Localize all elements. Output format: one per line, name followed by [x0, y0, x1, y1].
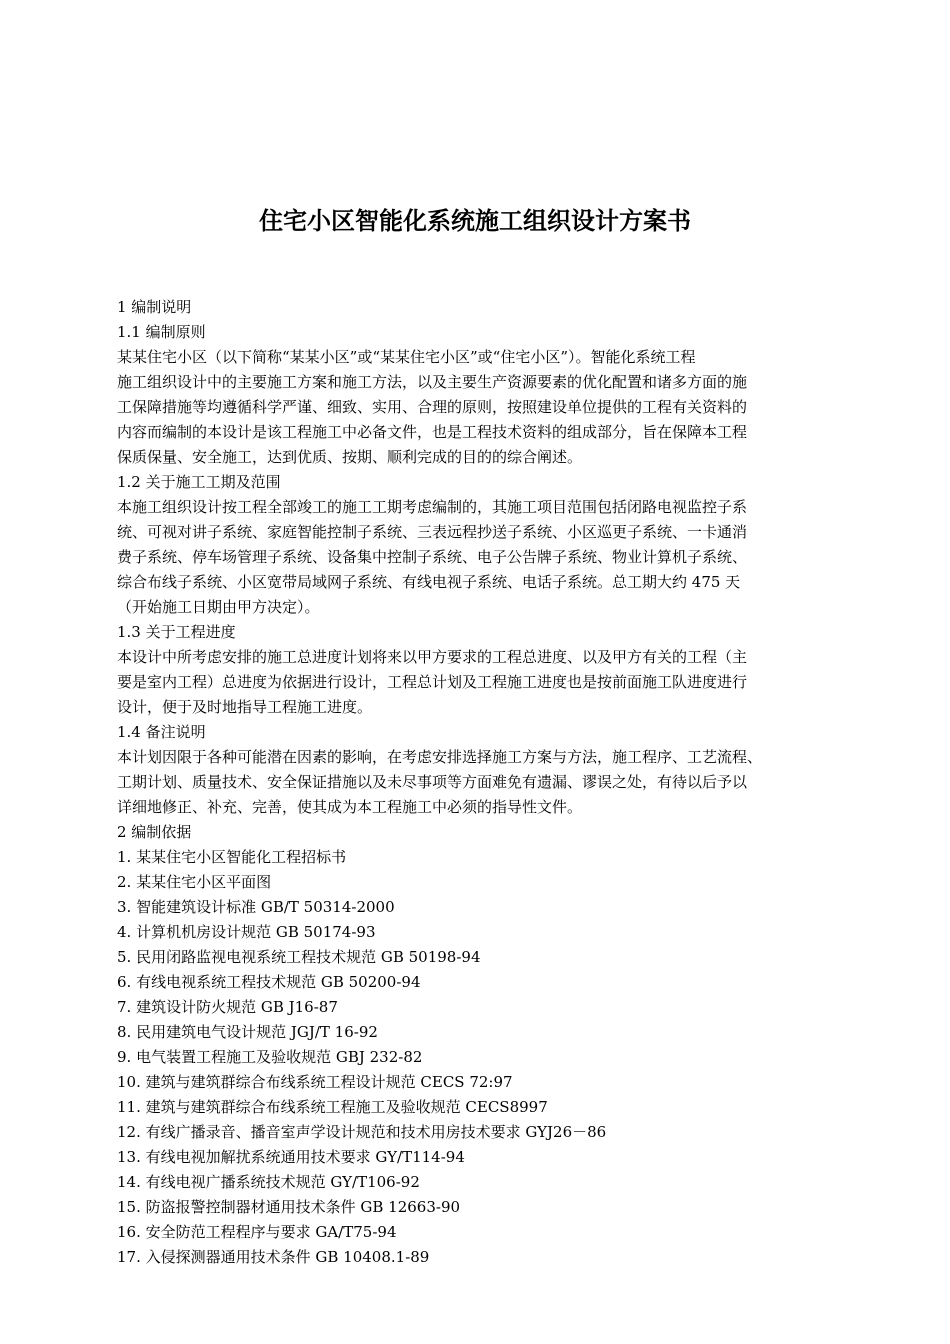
- document-line: 1.3 关于工程进度: [117, 623, 236, 641]
- document-title: 住宅小区智能化系统施工组织设计方案书: [259, 207, 691, 235]
- document-line: 7. 建筑设计防火规范 GB J16-87: [117, 998, 338, 1016]
- document-line: 1.4 备注说明: [117, 723, 206, 741]
- document-line: 15. 防盗报警控制器材通用技术条件 GB 12663-90: [117, 1198, 461, 1216]
- document-line: 6. 有线电视系统工程技术规范 GB 50200-94: [117, 973, 421, 991]
- document-line: 16. 安全防范工程程序与要求 GA/T75-94: [117, 1223, 397, 1241]
- document-line: 2 编制依据: [117, 823, 192, 841]
- document-line: 11. 建筑与建筑群综合布线系统工程施工及验收规范 CECS8997: [117, 1098, 548, 1116]
- document-line: 本施工组织设计按工程全部竣工的施工工期考虑编制的，其施工项目范围包括闭路电视监控子系: [117, 498, 748, 516]
- document-line: 本设计中所考虑安排的施工总进度计划将来以甲方要求的工程总进度、以及甲方有关的工程（主: [117, 648, 748, 666]
- document-line: 设计，便于及时地指导工程施工进度。: [117, 698, 373, 716]
- document-line: （开始施工日期由甲方决定）。: [117, 598, 320, 616]
- document-line: 1. 某某住宅小区智能化工程招标书: [117, 848, 347, 866]
- document-line: 内容而编制的本设计是该工程施工中必备文件，也是工程技术资料的组成部分，旨在保障本工程: [117, 423, 748, 441]
- document-line: 17. 入侵探测器通用技术条件 GB 10408.1-89: [117, 1248, 430, 1266]
- document-line: 12. 有线广播录音、播音室声学设计规范和技术用房技术要求 GYJ26－86: [117, 1123, 607, 1141]
- document-line: 13. 有线电视加解扰系统通用技术要求 GY/T114-94: [117, 1148, 465, 1166]
- document-line: 要是室内工程）总进度为依据进行设计，工程总计划及工程施工进度也是按前面施工队进度进行: [117, 673, 748, 691]
- document-line: 统、可视对讲子系统、家庭智能控制子系统、三表远程抄送子系统、小区巡更子系统、一卡通消: [117, 523, 748, 541]
- document-line: 10. 建筑与建筑群综合布线系统工程设计规范 CECS 72:97: [117, 1073, 513, 1091]
- document-line: 1.2 关于施工工期及范围: [117, 473, 281, 491]
- document-line: 1.1 编制原则: [117, 323, 206, 341]
- document-line: 9. 电气装置工程施工及验收规范 GBJ 232-82: [117, 1048, 423, 1066]
- document-line: 工期计划、质量技术、安全保证措施以及未尽事项等方面难免有遗漏、谬误之处，有待以后予以: [117, 773, 748, 791]
- document-line: 2. 某某住宅小区平面图: [117, 873, 272, 891]
- document-line: 14. 有线电视广播系统技术规范 GY/T106-92: [117, 1173, 420, 1191]
- document-line: 1 编制说明: [117, 298, 192, 316]
- document-line: 综合布线子系统、小区宽带局域网子系统、有线电视子系统、电话子系统。总工期大约 475 天: [117, 573, 741, 591]
- document-body: [117, 295, 833, 1270]
- document-line: 本计划因限于各种可能潜在因素的影响，在考虑安排选择施工方案与方法，施工程序、工艺流程、: [117, 748, 763, 766]
- document-line: 某某住宅小区（以下简称“某某小区”或“某某住宅小区”或“住宅小区”）。智能化系统工程: [117, 348, 696, 366]
- document-line: 施工组织设计中的主要施工方案和施工方法，以及主要生产资源要素的优化配置和诸多方面的施: [117, 373, 748, 391]
- document-line: 8. 民用建筑电气设计规范 JGJ/T 16-92: [117, 1023, 378, 1041]
- document-line: 保质保量、安全施工，达到优质、按期、顺利完成的目的的综合阐述。: [117, 448, 583, 466]
- document-line: 详细地修正、补充、完善，使其成为本工程施工中必须的指导性文件。: [117, 798, 583, 816]
- document-line: 4. 计算机机房设计规范 GB 50174-93: [117, 923, 376, 941]
- document-line: 5. 民用闭路监视电视系统工程技术规范 GB 50198-94: [117, 948, 481, 966]
- document-line: 费子系统、停车场管理子系统、设备集中控制子系统、电子公告牌子系统、物业计算机子系统、: [117, 548, 748, 566]
- document-line: 工保障措施等均遵循科学严谨、细致、实用、合理的原则，按照建设单位提供的工程有关资料的: [117, 398, 748, 416]
- document-line: 3. 智能建筑设计标准 GB/T 50314-2000: [117, 898, 395, 916]
